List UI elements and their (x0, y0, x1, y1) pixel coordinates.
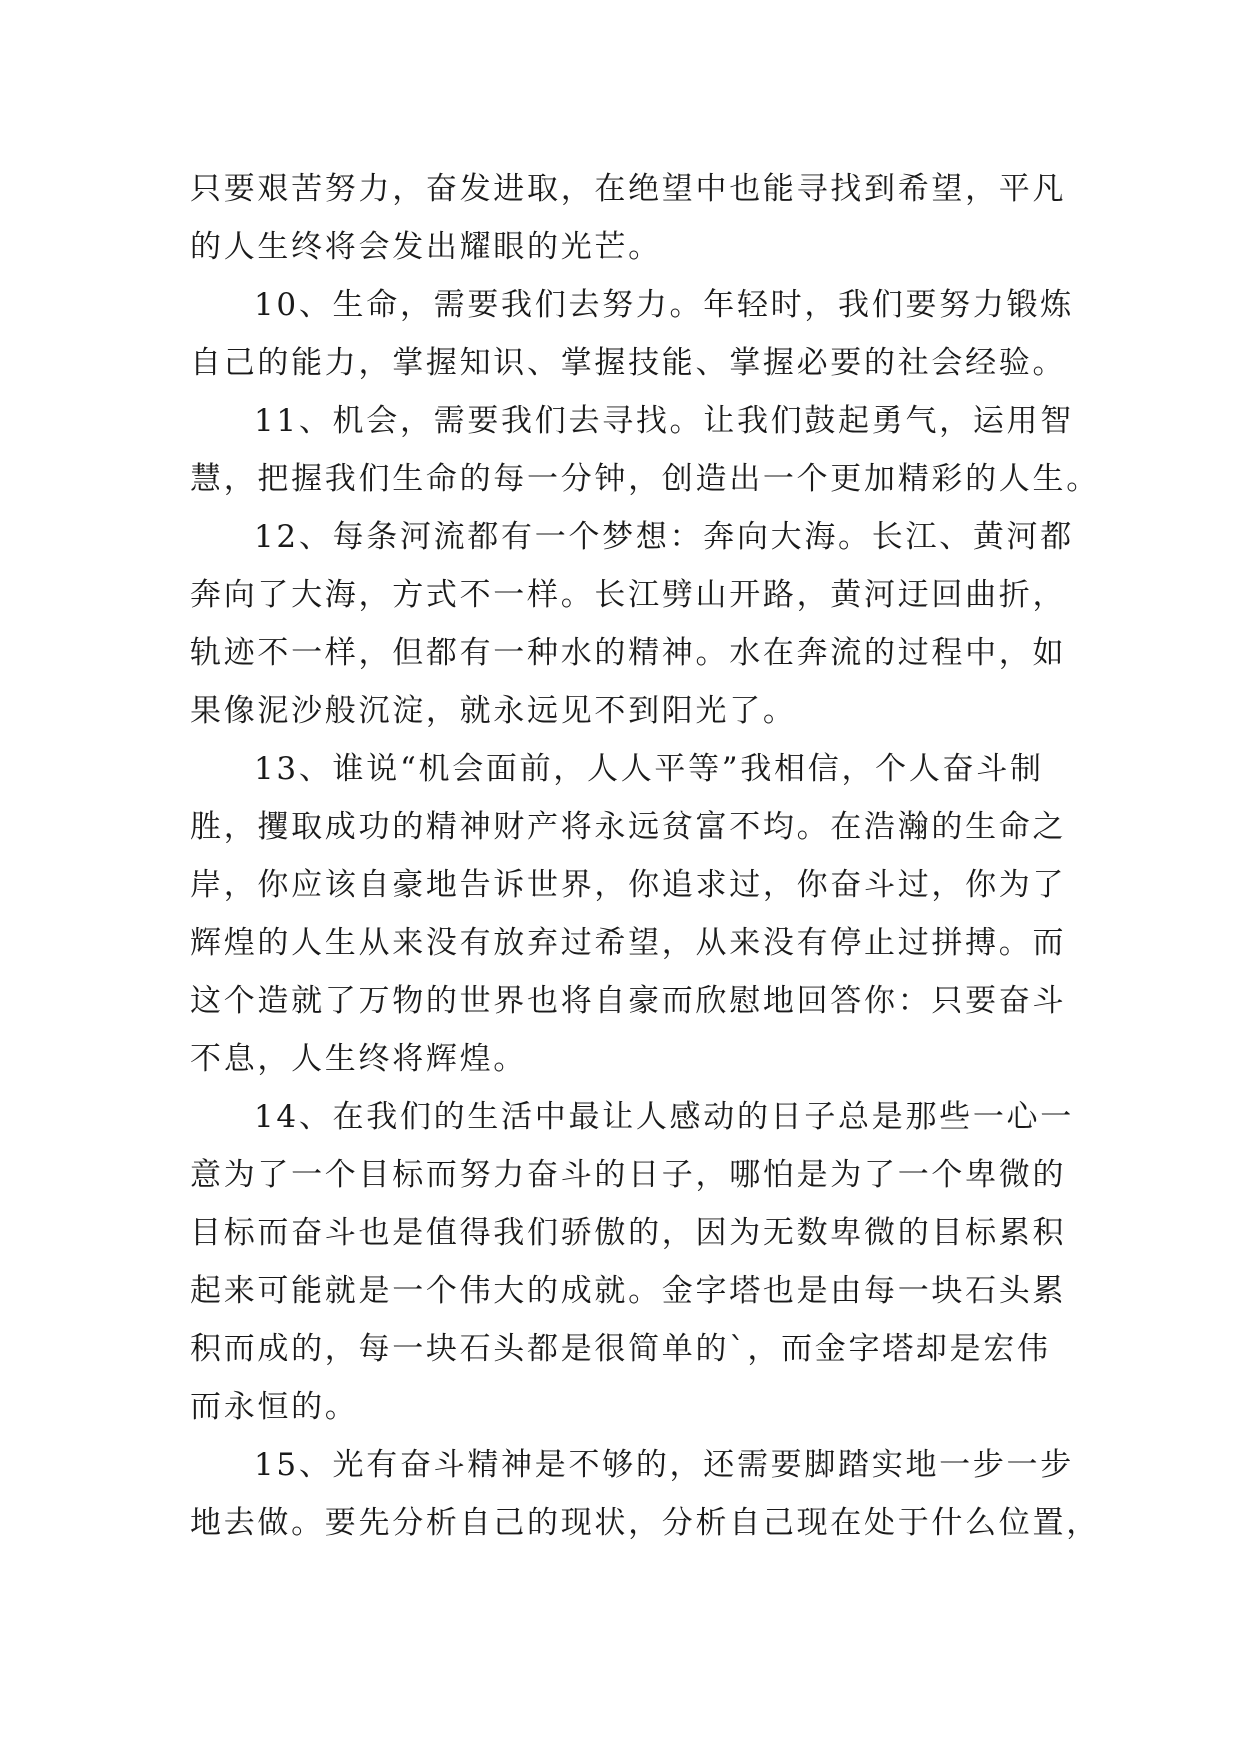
paragraph-13-start: 13、谁说“机会面前，人人平等”我相信，个人奋斗制 (254, 751, 1044, 787)
text-line: 的人生终将会发出耀眼的光芒。 (190, 229, 662, 265)
text-line: 积而成的，每一块石头都是很简单的`，而金字塔却是宏伟 (190, 1331, 1051, 1367)
text-line: 起来可能就是一个伟大的成就。金字塔也是由每一块石头累 (190, 1273, 1067, 1309)
text-line: 目标而奋斗也是值得我们骄傲的，因为无数卑微的目标累积 (190, 1215, 1067, 1251)
text-line: 辉煌的人生从来没有放弃过希望，从来没有停止过拼搏。而 (190, 925, 1067, 961)
text-line: 而永恒的。 (190, 1389, 359, 1425)
text-line: 奔向了大海，方式不一样。长江劈山开路，黄河迂回曲折， (190, 577, 1067, 613)
text-line: 自己的能力，掌握知识、掌握技能、掌握必要的社会经验。 (190, 345, 1067, 381)
text-line: 地去做。要先分析自己的现状，分析自己现在处于什么位置， (190, 1505, 1100, 1541)
text-line: 岸，你应该自豪地告诉世界，你追求过，你奋斗过，你为了 (190, 867, 1067, 903)
paragraph-10-start: 10、生命，需要我们去努力。年轻时，我们要努力锻炼 (254, 287, 1074, 323)
text-line: 果像泥沙般沉淀，就永远见不到阳光了。 (190, 693, 797, 729)
document-body (190, 160, 1100, 1552)
paragraph-14-start: 14、在我们的生活中最让人感动的日子总是那些一心一 (254, 1099, 1074, 1135)
text-line: 不息，人生终将辉煌。 (190, 1041, 527, 1077)
paragraph-12-start: 12、每条河流都有一个梦想：奔向大海。长江、黄河都 (254, 519, 1074, 555)
paragraph-15-start: 15、光有奋斗精神是不够的，还需要脚踏实地一步一步 (254, 1447, 1074, 1483)
text-line: 慧，把握我们生命的每一分钟，创造出一个更加精彩的人生。 (190, 461, 1100, 497)
text-line: 只要艰苦努力，奋发进取，在绝望中也能寻找到希望，平凡 (190, 171, 1067, 207)
text-line: 意为了一个目标而努力奋斗的日子，哪怕是为了一个卑微的 (190, 1157, 1067, 1193)
text-line: 胜，攫取成功的精神财产将永远贫富不均。在浩瀚的生命之 (190, 809, 1067, 845)
paragraph-11-start: 11、机会，需要我们去寻找。让我们鼓起勇气，运用智 (254, 403, 1074, 439)
text-line: 这个造就了万物的世界也将自豪而欣慰地回答你：只要奋斗 (190, 983, 1067, 1019)
text-line: 轨迹不一样，但都有一种水的精神。水在奔流的过程中，如 (190, 635, 1067, 671)
